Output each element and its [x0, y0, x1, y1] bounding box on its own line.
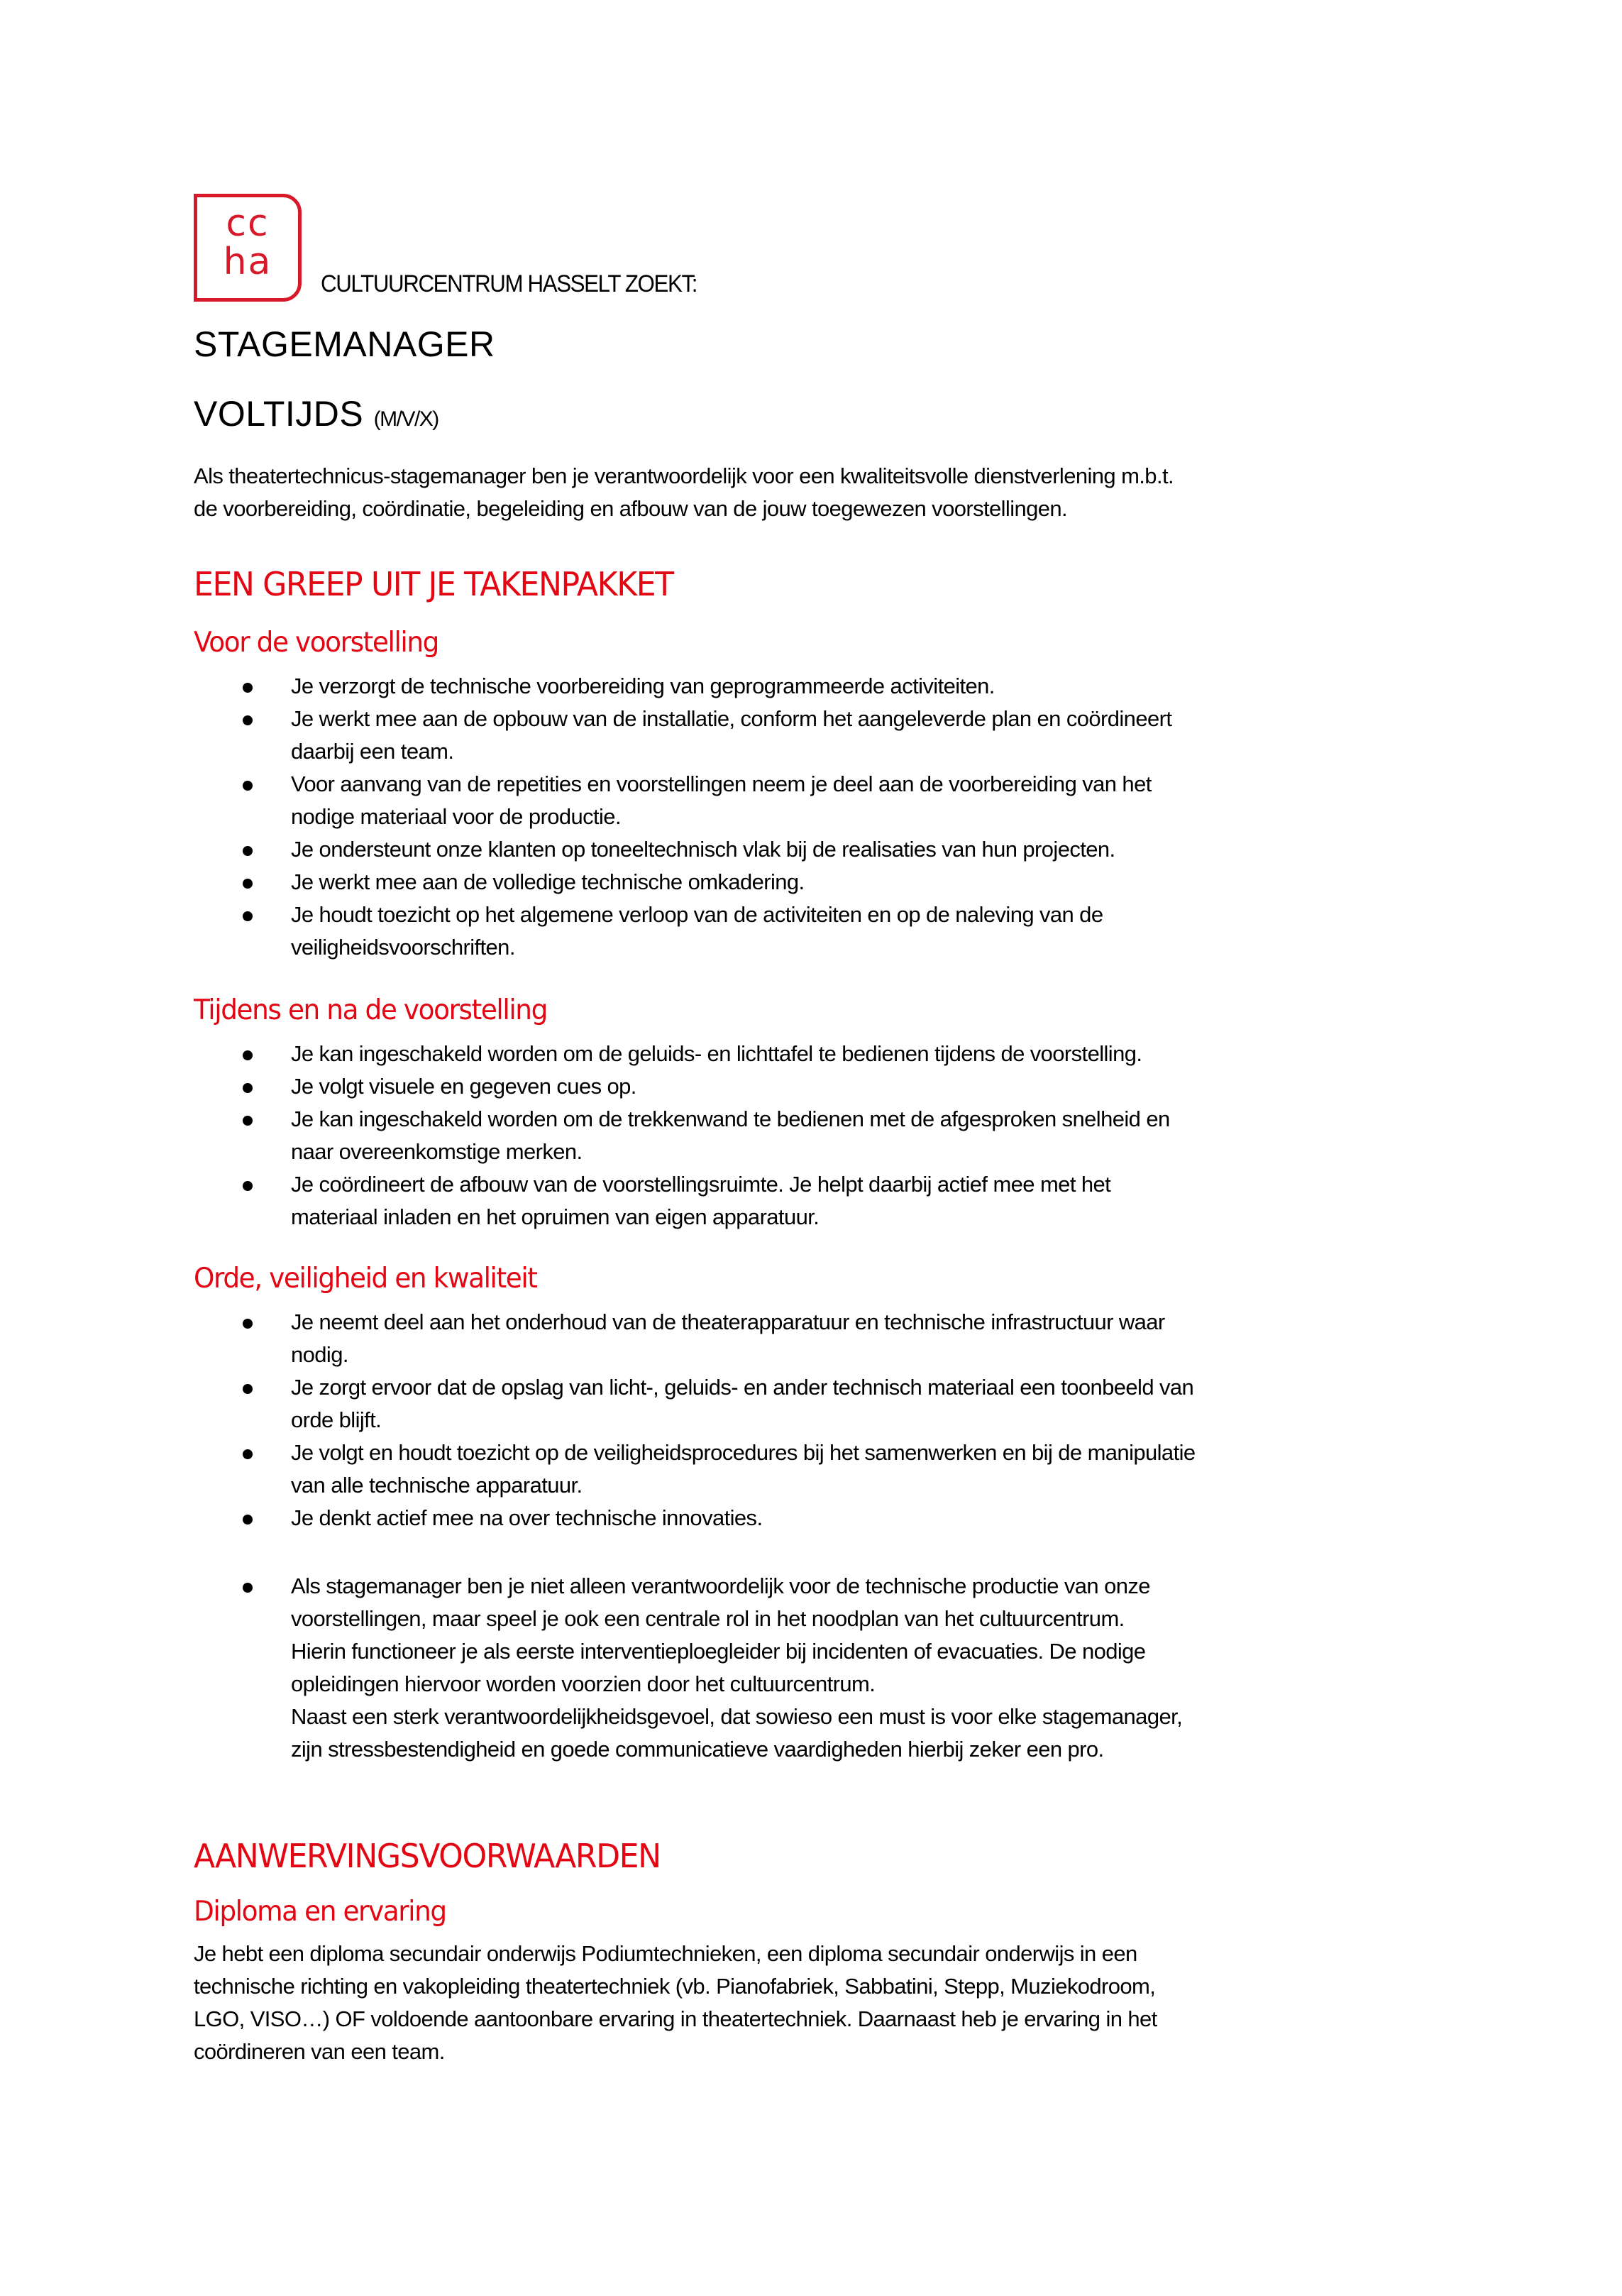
list-item	[194, 1168, 1170, 1234]
logo-text	[197, 204, 298, 281]
item-line: Je ondersteunt onze klanten op toneeltechnisch vlak bij de realisaties van hun projecten.	[291, 837, 1115, 862]
item-line: Je werkt mee aan de volledige technische omkadering.	[291, 869, 805, 894]
bullet-icon	[243, 1449, 253, 1459]
section-heading-tasks: EEN GREEP UIT JE TAKENPAKKET	[194, 565, 673, 603]
diploma-line: technische richting en vakopleiding theatertechniek (vb. Pianofabriek, Sabbatini, Stepp, Muziekodroom,	[194, 1974, 1156, 1999]
item-line: zijn stressbestendigheid en goede communicatieve vaardigheden hierbij zeker een pro.	[291, 1737, 1104, 1762]
logo-text-top: cc	[226, 202, 270, 245]
gender-suffix: (M/V/X)	[373, 407, 438, 431]
item-line: Je volgt visuele en gegeven cues op.	[291, 1074, 636, 1099]
item-line: Hierin functioneer je als eerste interventieploegleider bij incidenten of evacuaties. De nodige	[291, 1639, 1146, 1664]
bullet-icon	[243, 715, 253, 725]
item-line: Je denkt actief mee na over technische innovaties.	[291, 1505, 763, 1530]
employment-type	[194, 393, 438, 440]
bullet-icon	[243, 683, 253, 693]
item-line: naar overeenkomstige merken.	[291, 1139, 583, 1164]
list-item	[194, 1502, 1196, 1534]
list-item	[194, 670, 1171, 703]
emergency-role-list	[194, 1570, 1182, 1766]
diploma-line: Je hebt een diploma secundair onderwijs Podiumtechnieken, een diploma secundair onderwijs in een	[194, 1941, 1137, 1966]
list-item	[194, 703, 1171, 768]
subheading-before-performance: Voor de voorstelling	[194, 627, 438, 659]
diploma-line: LGO, VISO…) OF voldoende aantoonbare ervaring in theatertechniek. Daarnaast heb je ervaring in het	[194, 2006, 1157, 2031]
item-line: Als stagemanager ben je niet alleen verantwoordelijk voor de technische productie van onze	[291, 1573, 1150, 1598]
list-item	[194, 833, 1171, 866]
item-line: Je kan ingeschakeld worden om de trekkenwand te bedienen met de afgesproken snelheid en	[291, 1106, 1170, 1131]
item-line: Je kan ingeschakeld worden om de geluids- en lichttafel te bedienen tijdens de voorstelling.	[291, 1041, 1142, 1066]
item-line: materiaal inladen en het opruimen van eigen apparatuur.	[291, 1204, 820, 1229]
bullet-icon	[243, 1050, 253, 1060]
item-line: veiligheidsvoorschriften.	[291, 935, 515, 960]
item-line: Je neemt deel aan het onderhoud van de theaterapparatuur en technische infrastructuur waar	[291, 1309, 1165, 1334]
item-line: nodige materiaal voor de productie.	[291, 804, 621, 829]
order-safety-list	[194, 1306, 1196, 1534]
list-item	[194, 1103, 1170, 1168]
diploma-paragraph	[194, 1938, 1157, 2068]
item-line: Je volgt en houdt toezicht op de veiligheidsprocedures bij het samenwerken en bij de manipulatie	[291, 1440, 1196, 1465]
bullet-icon	[243, 1384, 253, 1394]
bullet-icon	[243, 846, 253, 856]
list-item	[194, 1570, 1182, 1766]
item-line: Naast een sterk verantwoordelijkheidsgevoel, dat sowieso een must is voor elke stagemanager,	[291, 1704, 1183, 1729]
item-line: voorstellingen, maar speel je ook een centrale rol in het noodplan van het cultuurcentrum.	[291, 1606, 1125, 1631]
list-item	[194, 768, 1171, 833]
item-line: Je zorgt ervoor dat de opslag van licht-, geluids- en ander technisch materiaal een toonbeeld van	[291, 1375, 1194, 1400]
subheading-during-after-performance: Tijdens en na de voorstelling	[194, 994, 547, 1026]
list-item	[194, 1070, 1170, 1103]
employment-type-label: VOLTIJDS	[194, 394, 364, 434]
intro-paragraph	[194, 460, 1174, 525]
item-line: Je werkt mee aan de opbouw van de installatie, conform het aangeleverde plan en coördineert	[291, 706, 1172, 731]
bullet-icon	[243, 1583, 253, 1593]
bullet-icon	[243, 781, 253, 791]
before-performance-list	[194, 670, 1171, 964]
list-item	[194, 1038, 1170, 1070]
section-heading-requirements: AANWERVINGSVOORWAARDEN	[194, 1837, 661, 1875]
ccha-logo	[194, 194, 302, 302]
list-item	[194, 1306, 1196, 1371]
item-line: daarbij een team.	[291, 739, 454, 764]
bullet-icon	[243, 1181, 253, 1191]
item-line: orde blijft.	[291, 1407, 382, 1432]
item-line: Je houdt toezicht op het algemene verloop van de activiteiten en op de naleving van de	[291, 902, 1103, 927]
organization-kicker: CULTUURCENTRUM HASSELT ZOEKT:	[321, 270, 697, 297]
logo-text-bottom: ha	[223, 241, 272, 283]
bullet-icon	[243, 879, 253, 889]
list-item	[194, 1437, 1196, 1502]
intro-line: Als theatertechnicus-stagemanager ben je verantwoordelijk voor een kwaliteitsvolle dienstverlening m.b.t.	[194, 463, 1174, 488]
item-line: van alle technische apparatuur.	[291, 1473, 583, 1498]
intro-line: de voorbereiding, coördinatie, begeleiding en afbouw van de jouw toegewezen voorstellingen.	[194, 496, 1068, 521]
item-line: opleidingen hiervoor worden voorzien door het cultuurcentrum.	[291, 1671, 876, 1696]
item-line: Je coördineert de afbouw van de voorstellingsruimte. Je helpt daarbij actief mee met het	[291, 1172, 1111, 1197]
item-line: Je verzorgt de technische voorbereiding van geprogrammeerde activiteiten.	[291, 674, 995, 698]
subheading-order-safety-quality: Orde, veiligheid en kwaliteit	[194, 1263, 537, 1295]
item-line: Voor aanvang van de repetities en voorstellingen neem je deel aan de voorbereiding van het	[291, 771, 1152, 796]
during-performance-list	[194, 1038, 1170, 1234]
list-item	[194, 899, 1171, 964]
bullet-icon	[243, 1116, 253, 1126]
subheading-diploma-experience: Diploma en ervaring	[194, 1896, 446, 1928]
bullet-icon	[243, 911, 253, 921]
list-item	[194, 1371, 1196, 1437]
bullet-icon	[243, 1083, 253, 1093]
list-item	[194, 866, 1171, 899]
item-line: nodig.	[291, 1342, 348, 1367]
job-title: STAGEMANAGER	[194, 324, 495, 364]
bullet-icon	[243, 1515, 253, 1525]
diploma-line: coördineren van een team.	[194, 2039, 445, 2064]
bullet-icon	[243, 1319, 253, 1329]
